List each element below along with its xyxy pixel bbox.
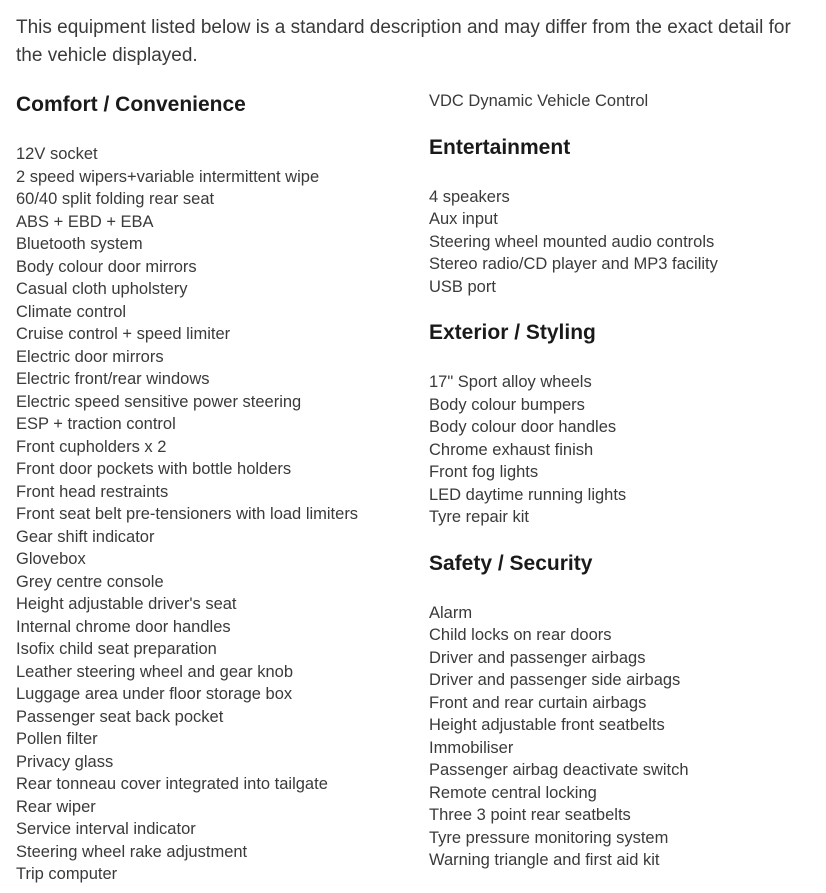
list-item: Internal chrome door handles bbox=[16, 617, 231, 636]
list-item: Luggage area under floor storage box bbox=[16, 685, 293, 703]
list-item: Climate control bbox=[16, 302, 127, 321]
list-item: Front fog lights bbox=[429, 463, 539, 481]
section-title-entertainment: Entertainment bbox=[429, 135, 571, 159]
entertainment-list bbox=[429, 186, 819, 299]
list-item: Height adjustable front seatbelts bbox=[429, 716, 665, 734]
list-item: 17" Sport alloy wheels bbox=[429, 373, 592, 391]
list-item: Bluetooth system bbox=[16, 235, 143, 253]
list-item: Trip computer bbox=[16, 865, 118, 883]
list-item: ESP + traction control bbox=[16, 415, 176, 433]
section-title-exterior: Exterior / Styling bbox=[429, 321, 596, 344]
list-item: Steering wheel rake adjustment bbox=[16, 842, 248, 861]
list-item: Body colour bumpers bbox=[429, 395, 585, 414]
list-item: Cruise control + speed limiter bbox=[16, 325, 231, 343]
list-item: Front head restraints bbox=[16, 482, 169, 501]
list-item: ABS + EBD + EBA bbox=[16, 212, 154, 231]
safety-list bbox=[429, 602, 819, 872]
exterior-list bbox=[429, 371, 819, 529]
comfort-list bbox=[16, 143, 416, 886]
list-item: Casual cloth upholstery bbox=[16, 280, 188, 298]
list-item: Gear shift indicator bbox=[16, 527, 155, 546]
list-item: Immobiliser bbox=[429, 738, 514, 757]
list-item: Tyre pressure monitoring system bbox=[429, 828, 669, 847]
list-item: Electric speed sensitive power steering bbox=[16, 392, 302, 411]
list-item: Front seat belt pre-tensioners with load limiters bbox=[16, 505, 359, 523]
list-item: Passenger seat back pocket bbox=[16, 707, 224, 726]
list-item: Grey centre console bbox=[16, 572, 164, 591]
list-item: Driver and passenger side airbags bbox=[429, 671, 681, 689]
list-item: Isofix child seat preparation bbox=[16, 640, 217, 658]
list-item: Front and rear curtain airbags bbox=[429, 693, 647, 712]
list-item: Rear tonneau cover integrated into tailgate bbox=[16, 775, 328, 793]
list-item: Service interval indicator bbox=[16, 820, 196, 838]
list-item: Front cupholders x 2 bbox=[16, 437, 167, 456]
list-item: 60/40 split folding rear seat bbox=[16, 190, 215, 208]
list-item: Passenger airbag deactivate switch bbox=[429, 761, 689, 779]
list-item: Chrome exhaust finish bbox=[429, 440, 594, 459]
list-item: 4 speakers bbox=[429, 187, 510, 206]
section-title-safety: Safety / Security bbox=[429, 551, 593, 575]
list-item: Rear wiper bbox=[16, 797, 96, 816]
list-item: USB port bbox=[429, 277, 496, 296]
section-title-comfort: Comfort / Convenience bbox=[16, 93, 246, 116]
list-item: 12V socket bbox=[16, 145, 98, 163]
list-item: VDC Dynamic Vehicle Control bbox=[429, 92, 649, 110]
list-item: Aux input bbox=[429, 210, 498, 228]
list-item: Leather steering wheel and gear knob bbox=[16, 662, 294, 681]
list-item: Body colour door mirrors bbox=[16, 257, 197, 276]
list-item: Warning triangle and first aid kit bbox=[429, 851, 660, 869]
right-column bbox=[429, 90, 819, 872]
list-item: 2 speed wipers+variable intermittent wipe bbox=[16, 167, 320, 186]
left-column bbox=[16, 90, 416, 886]
list-item: Pollen filter bbox=[16, 730, 98, 748]
list-item: Privacy glass bbox=[16, 752, 114, 771]
list-item: LED daytime running lights bbox=[429, 485, 627, 504]
list-item: Steering wheel mounted audio controls bbox=[429, 232, 715, 251]
list-item: Front door pockets with bottle holders bbox=[16, 460, 292, 478]
list-item: Driver and passenger airbags bbox=[429, 648, 646, 667]
comfort-continued-list bbox=[429, 90, 819, 113]
list-item: Tyre repair kit bbox=[429, 508, 529, 526]
list-item: Remote central locking bbox=[429, 783, 597, 802]
list-item: Child locks on rear doors bbox=[429, 626, 612, 644]
list-item: Electric door mirrors bbox=[16, 347, 164, 366]
list-item: Three 3 point rear seatbelts bbox=[429, 806, 631, 824]
list-item: Stereo radio/CD player and MP3 facility bbox=[429, 255, 718, 273]
list-item: Body colour door handles bbox=[429, 418, 617, 436]
list-item: Electric front/rear windows bbox=[16, 370, 210, 388]
list-item: Glovebox bbox=[16, 550, 86, 568]
list-item: Height adjustable driver's seat bbox=[16, 595, 237, 613]
intro-text: This equipment listed below is a standard description and may differ from the exact detail for the vehicle displayed. bbox=[16, 17, 791, 66]
list-item: Alarm bbox=[429, 603, 473, 622]
